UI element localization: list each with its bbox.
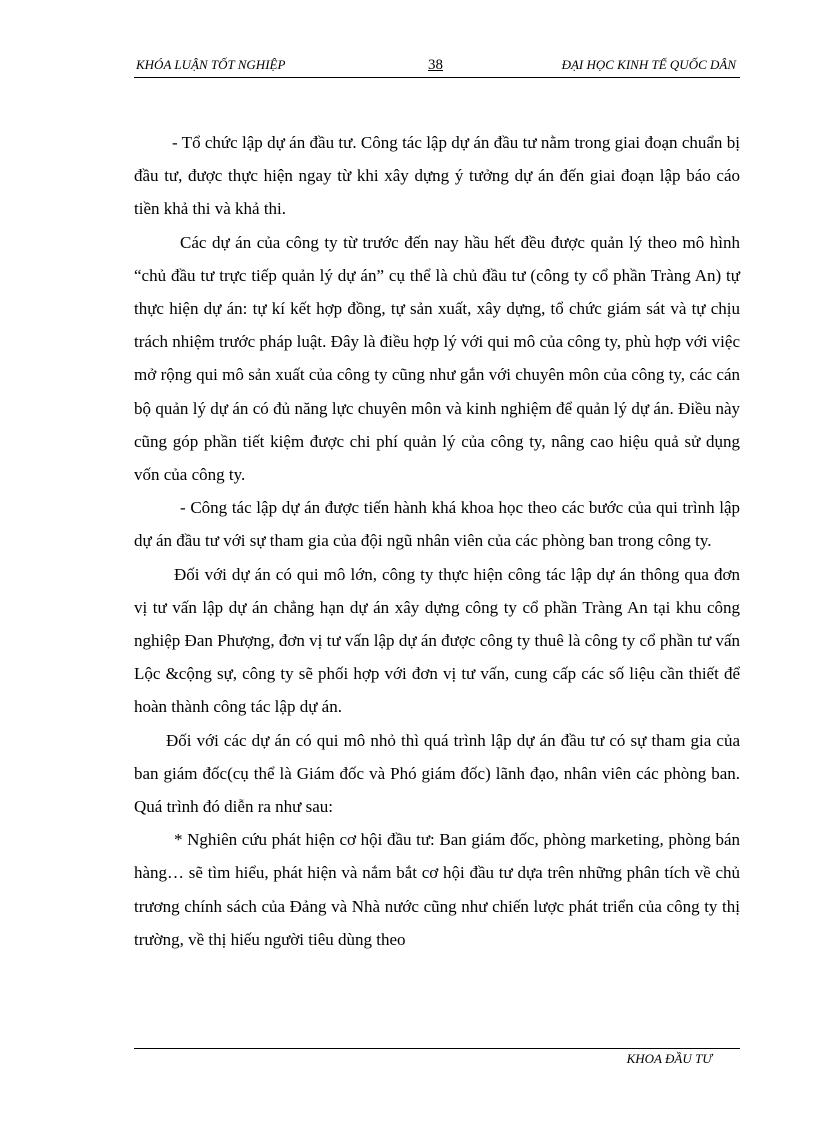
header-thesis-label: KHÓA LUẬN TỐT NGHIỆP <box>136 57 286 72</box>
paragraph-project-organization: - Tổ chức lập dự án đầu tư. Công tác lập dự án đầu tư nằm trong giai đoạn chuẩn bị đầu tư, được thực hiện ngay từ khi xây dựng ý tưởng dự án đến giai đoạn lập báo cáo tiền khả thi và khả thi. <box>134 133 740 219</box>
footer-faculty-label: KHOA ĐẦU TƯ <box>626 1051 712 1066</box>
paragraph-large-projects: Đối với dự án có qui mô lớn, công ty thực hiện công tác lập dự án thông qua đơn vị tư vấn lập dự án chẳng hạn dự án xây dựng công ty cổ phần Tràng An tại khu công nghiệp Đan Phượng, đơn vị tư vấn lập dự án được công ty thuê là công ty cổ phần tư vấn Lộc &cộng sự, công ty sẽ phối hợp với đơn vị tư vấn, cung cấp các số liệu cần thiết để hoàn thành công tác lập dự án. <box>134 564 740 717</box>
header-university-label: ĐẠI HỌC KINH TẾ QUỐC DÂN <box>561 57 736 72</box>
page-header <box>134 55 740 78</box>
paragraph-project-process: - Công tác lập dự án được tiến hành khá khoa học theo các bước của qui trình lập dự án đầu tư với sự tham gia của đội ngũ nhân viên của các phòng ban trong công ty. <box>134 498 740 551</box>
paragraph-small-projects: Đối với các dự án có qui mô nhỏ thì quá trình lập dự án đầu tư có sự tham gia của ban giám đốc(cụ thể là Giám đốc và Phó giám đốc) lãnh đạo, nhân viên các phòng ban. Quá trình đó diễn ra như sau: <box>134 730 740 817</box>
page-number: 38 <box>428 57 443 73</box>
paragraph-management-model: Các dự án của công ty từ trước đến nay hầu hết đều được quản lý theo mô hình “chủ đầu tư trực tiếp quản lý dự án” cụ thể là chủ đầu tư (công ty cổ phần Tràng An) tự thực hiện dự án: tự kí kết hợp đồng, tự sản xuất, xây dựng, tổ chức giám sát và tự chịu trách nhiệm trước pháp luật. Đây là điều hợp lý với qui mô của công ty, phù hợp với việc mở rộng qui mô sản xuất của công ty cũng như gắn với chuyên môn của công ty, các cán bộ quản lý dự án có đủ năng lực chuyên môn và kinh nghiệm để quản lý dự án. Điều này cũng góp phần tiết kiệm được chi phí quản lý của công ty, nâng cao hiệu quả sử dụng vốn của công ty. <box>134 232 740 485</box>
footer-divider <box>134 1048 740 1049</box>
paragraph-opportunity-research: * Nghiên cứu phát hiện cơ hội đầu tư: Ban giám đốc, phòng marketing, phòng bán hàng… sẽ tìm hiểu, phát hiện và nắm bắt cơ hội đầu tư dựa trên những phân tích về chủ trương chính sách của Đảng và Nhà nước cũng như chiến lược phát triển của công ty thị trường, về thị hiếu người tiêu dùng theo <box>134 830 740 949</box>
document-body <box>134 126 740 956</box>
